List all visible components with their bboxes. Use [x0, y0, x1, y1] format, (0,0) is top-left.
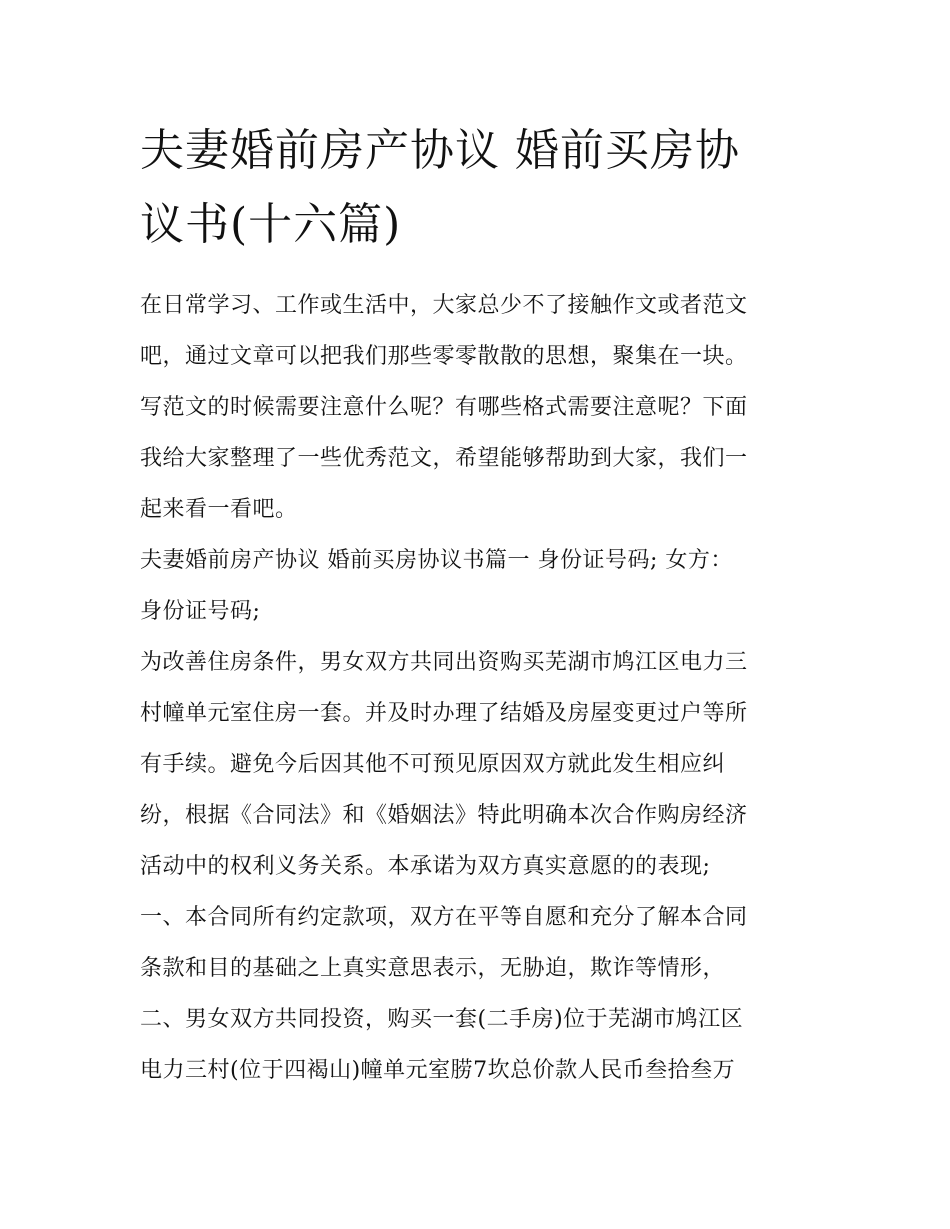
body-line: 一、本合同所有约定款项，双方在平等自愿和充分了解本合同 [140, 905, 748, 930]
body-line: 为改善住房条件，男女双方共同出资购买芜湖市鸠江区电力三 [140, 650, 748, 675]
body-line: 夫妻婚前房产协议 婚前买房协议书篇一 身份证号码; 女方： [140, 548, 733, 573]
body-line: 二、男女双方共同投资，购买一套(二手房)位于芜湖市鸠江区 [140, 1007, 744, 1032]
body-line: 条款和目的基础之上真实意思表示，无胁迫，欺诈等情形， [140, 956, 726, 981]
document-title [140, 114, 820, 262]
body-line: 吧，通过文章可以把我们那些零零散散的思想，聚集在一块。 [140, 344, 748, 369]
document-body [140, 280, 830, 1096]
body-line: 有手续。避免今后因其他不可预见原因双方就此发生相应纠 [140, 752, 726, 777]
body-line: 活动中的权利义务关系。本承诺为双方真实意愿的的表现; [140, 854, 711, 879]
body-line: 起来看一看吧。 [140, 497, 298, 522]
body-line: 身份证号码; [140, 599, 261, 624]
body-line: 纷，根据《合同法》和《婚姻法》特此明确本次合作购房经济 [140, 803, 748, 828]
body-line: 村幢单元室住房一套。并及时办理了结婚及房屋变更过户等所 [140, 701, 748, 726]
body-line: 我给大家整理了一些优秀范文，希望能够帮助到大家，我们一 [140, 446, 748, 471]
body-line: 电力三村(位于四褐山)幢单元室𦛨7坎总价款人民币叁拾叁万 [140, 1058, 736, 1083]
title-line: 议书(十六篇) [140, 199, 402, 250]
body-line: 写范文的时候需要注意什么呢？有哪些格式需要注意呢？下面 [140, 395, 748, 420]
body-line: 在日常学习、工作或生活中，大家总少不了接触作文或者范文 [140, 293, 748, 318]
title-line: 夫妻婚前房产协议 婚前买房协 [140, 125, 740, 176]
